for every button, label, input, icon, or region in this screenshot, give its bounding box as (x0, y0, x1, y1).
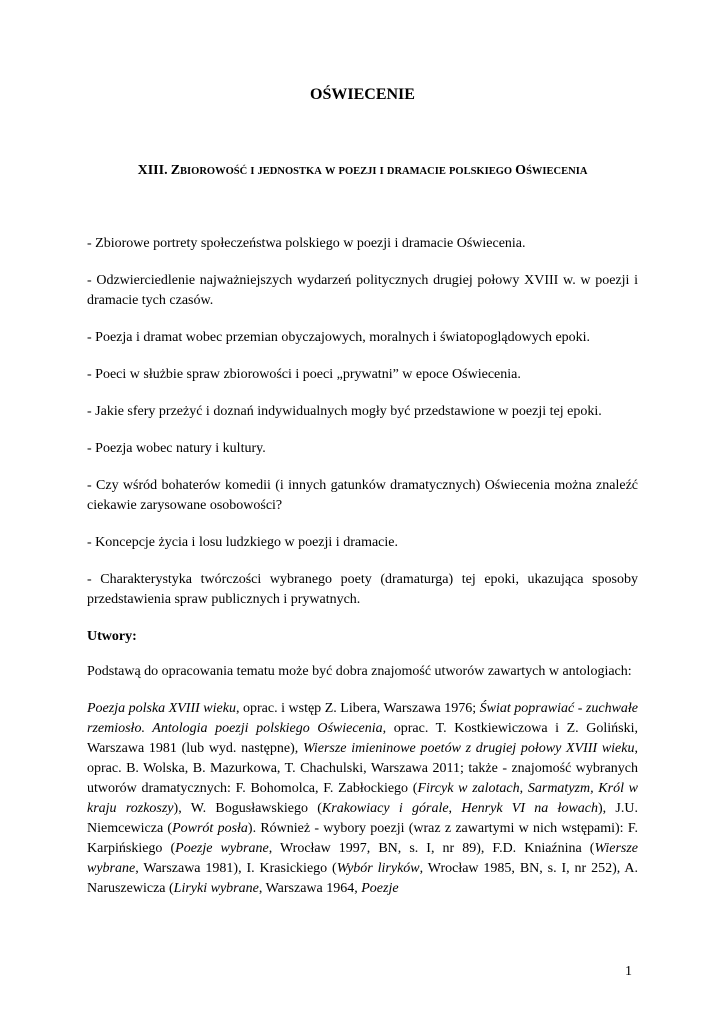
works-intro: Podstawą do opracowania tematu może być dobra znajomość utworów zawartych w antologiach: (87, 664, 632, 679)
work-title: Fircyk w zalotach (417, 781, 520, 796)
topic-item: - Charakterystyka twórczości wybranego poety (dramaturga) tej epoki, ukazująca sposoby przedstawienia spraw publicznych i prywatnych. (87, 572, 638, 607)
reference-text: , (448, 801, 462, 816)
topic-item: - Zbiorowe portrety społeczeństwa polskiego w poezji i dramacie Oświecenia. (87, 236, 526, 251)
work-title: Powrót posła (172, 821, 248, 836)
reference-text: ), W. Bogusławskiego ( (173, 801, 322, 816)
reference-text: , Wrocław 1997, BN, s. I, nr 89), F.D. Kniaźnina ( (268, 841, 595, 856)
references-paragraph (87, 699, 638, 899)
page-number: 1 (625, 964, 632, 979)
work-title: Wybór liryków (336, 861, 420, 876)
topic-item: - Czy wśród bohaterów komedii (i innych gatunków dramatycznych) Oświecenia można znaleźć ciekawie zarysowane osobowości? (87, 478, 638, 513)
work-title: Henryk VI na łowach (461, 801, 598, 816)
work-title: Świat poprawiać - zuchwałe rzemiosło. Antologia poezji polskiego Oświecenia (87, 701, 639, 736)
reference-text: , Warszawa 1981), I. Krasickiego ( (135, 861, 337, 876)
reference-text: , Warszawa 1964, (258, 881, 362, 896)
reference-text: ), J.U. Niemcewicza ( (87, 801, 638, 836)
work-title: Wiersze wybrane (87, 841, 639, 876)
page-title: OŚWIECENIE (310, 86, 415, 103)
reference-text: , oprac. i wstęp Z. Libera, Warszawa 1976; (235, 701, 480, 716)
work-title: Krakowiacy i górale (321, 801, 449, 816)
work-title: Poezje wybrane (175, 841, 269, 856)
work-title: Poezje (361, 881, 399, 896)
topic-item: - Odzwierciedlenie najważniejszych wydarzeń politycznych drugiej połowy XVIII w. w poezji i dramacie tych czasów. (87, 273, 638, 308)
reference-text: ). Również - wybory poezji (wraz z zawartymi w nich wstępami): F. Karpińskiego ( (87, 821, 638, 856)
topic-item: - Poeci w służbie spraw zbiorowości i poeci „prywatni” w epoce Oświecenia. (87, 367, 521, 382)
topic-item: - Poezja i dramat wobec przemian obyczajowych, moralnych i światopoglądowych epoki. (87, 330, 591, 345)
section-subtitle-text: XIII. ZBIOROWOŚĆ I JEDNOSTKA W POEZJI I DRAMACIE POLSKIEGO OŚWIECENIA (137, 163, 588, 178)
work-title: Wiersze imieninowe poetów z drugiej połowy XVIII wieku (302, 741, 635, 756)
section-subtitle (0, 163, 725, 179)
reference-text: , oprac. T. Kostkiewiczowa i Z. Goliński, Warszawa 1981 (lub wyd. następne), (87, 721, 638, 756)
work-title: Poezja polska XVIII wieku (87, 701, 236, 716)
topic-list (87, 234, 638, 610)
work-title: Liryki wybrane (173, 881, 259, 896)
topic-item: - Koncepcje życia i losu ludzkiego w poezji i dramacie. (87, 535, 398, 550)
topic-item: - Jakie sfery przeżyć i doznań indywidualnych mogły być przedstawione w poezji tej epoki. (87, 404, 602, 419)
reference-text: , Wrocław 1985, BN, s. I, nr 252), A. Naruszewicza ( (87, 861, 638, 896)
reference-text: , oprac. B. Wolska, B. Mazurkowa, T. Chachulski, Warszawa 2011; także - znajomość wybranych utworów dramatycznych: F. Bohomolca, F. Zabłockiego ( (87, 741, 638, 796)
document-body (87, 234, 638, 899)
topic-item: - Poezja wobec natury i kultury. (87, 441, 266, 456)
work-title: Sarmatyzm, Król w kraju rozkoszy (87, 781, 639, 816)
works-heading: Utwory: (87, 629, 137, 644)
reference-text: , (519, 781, 528, 796)
